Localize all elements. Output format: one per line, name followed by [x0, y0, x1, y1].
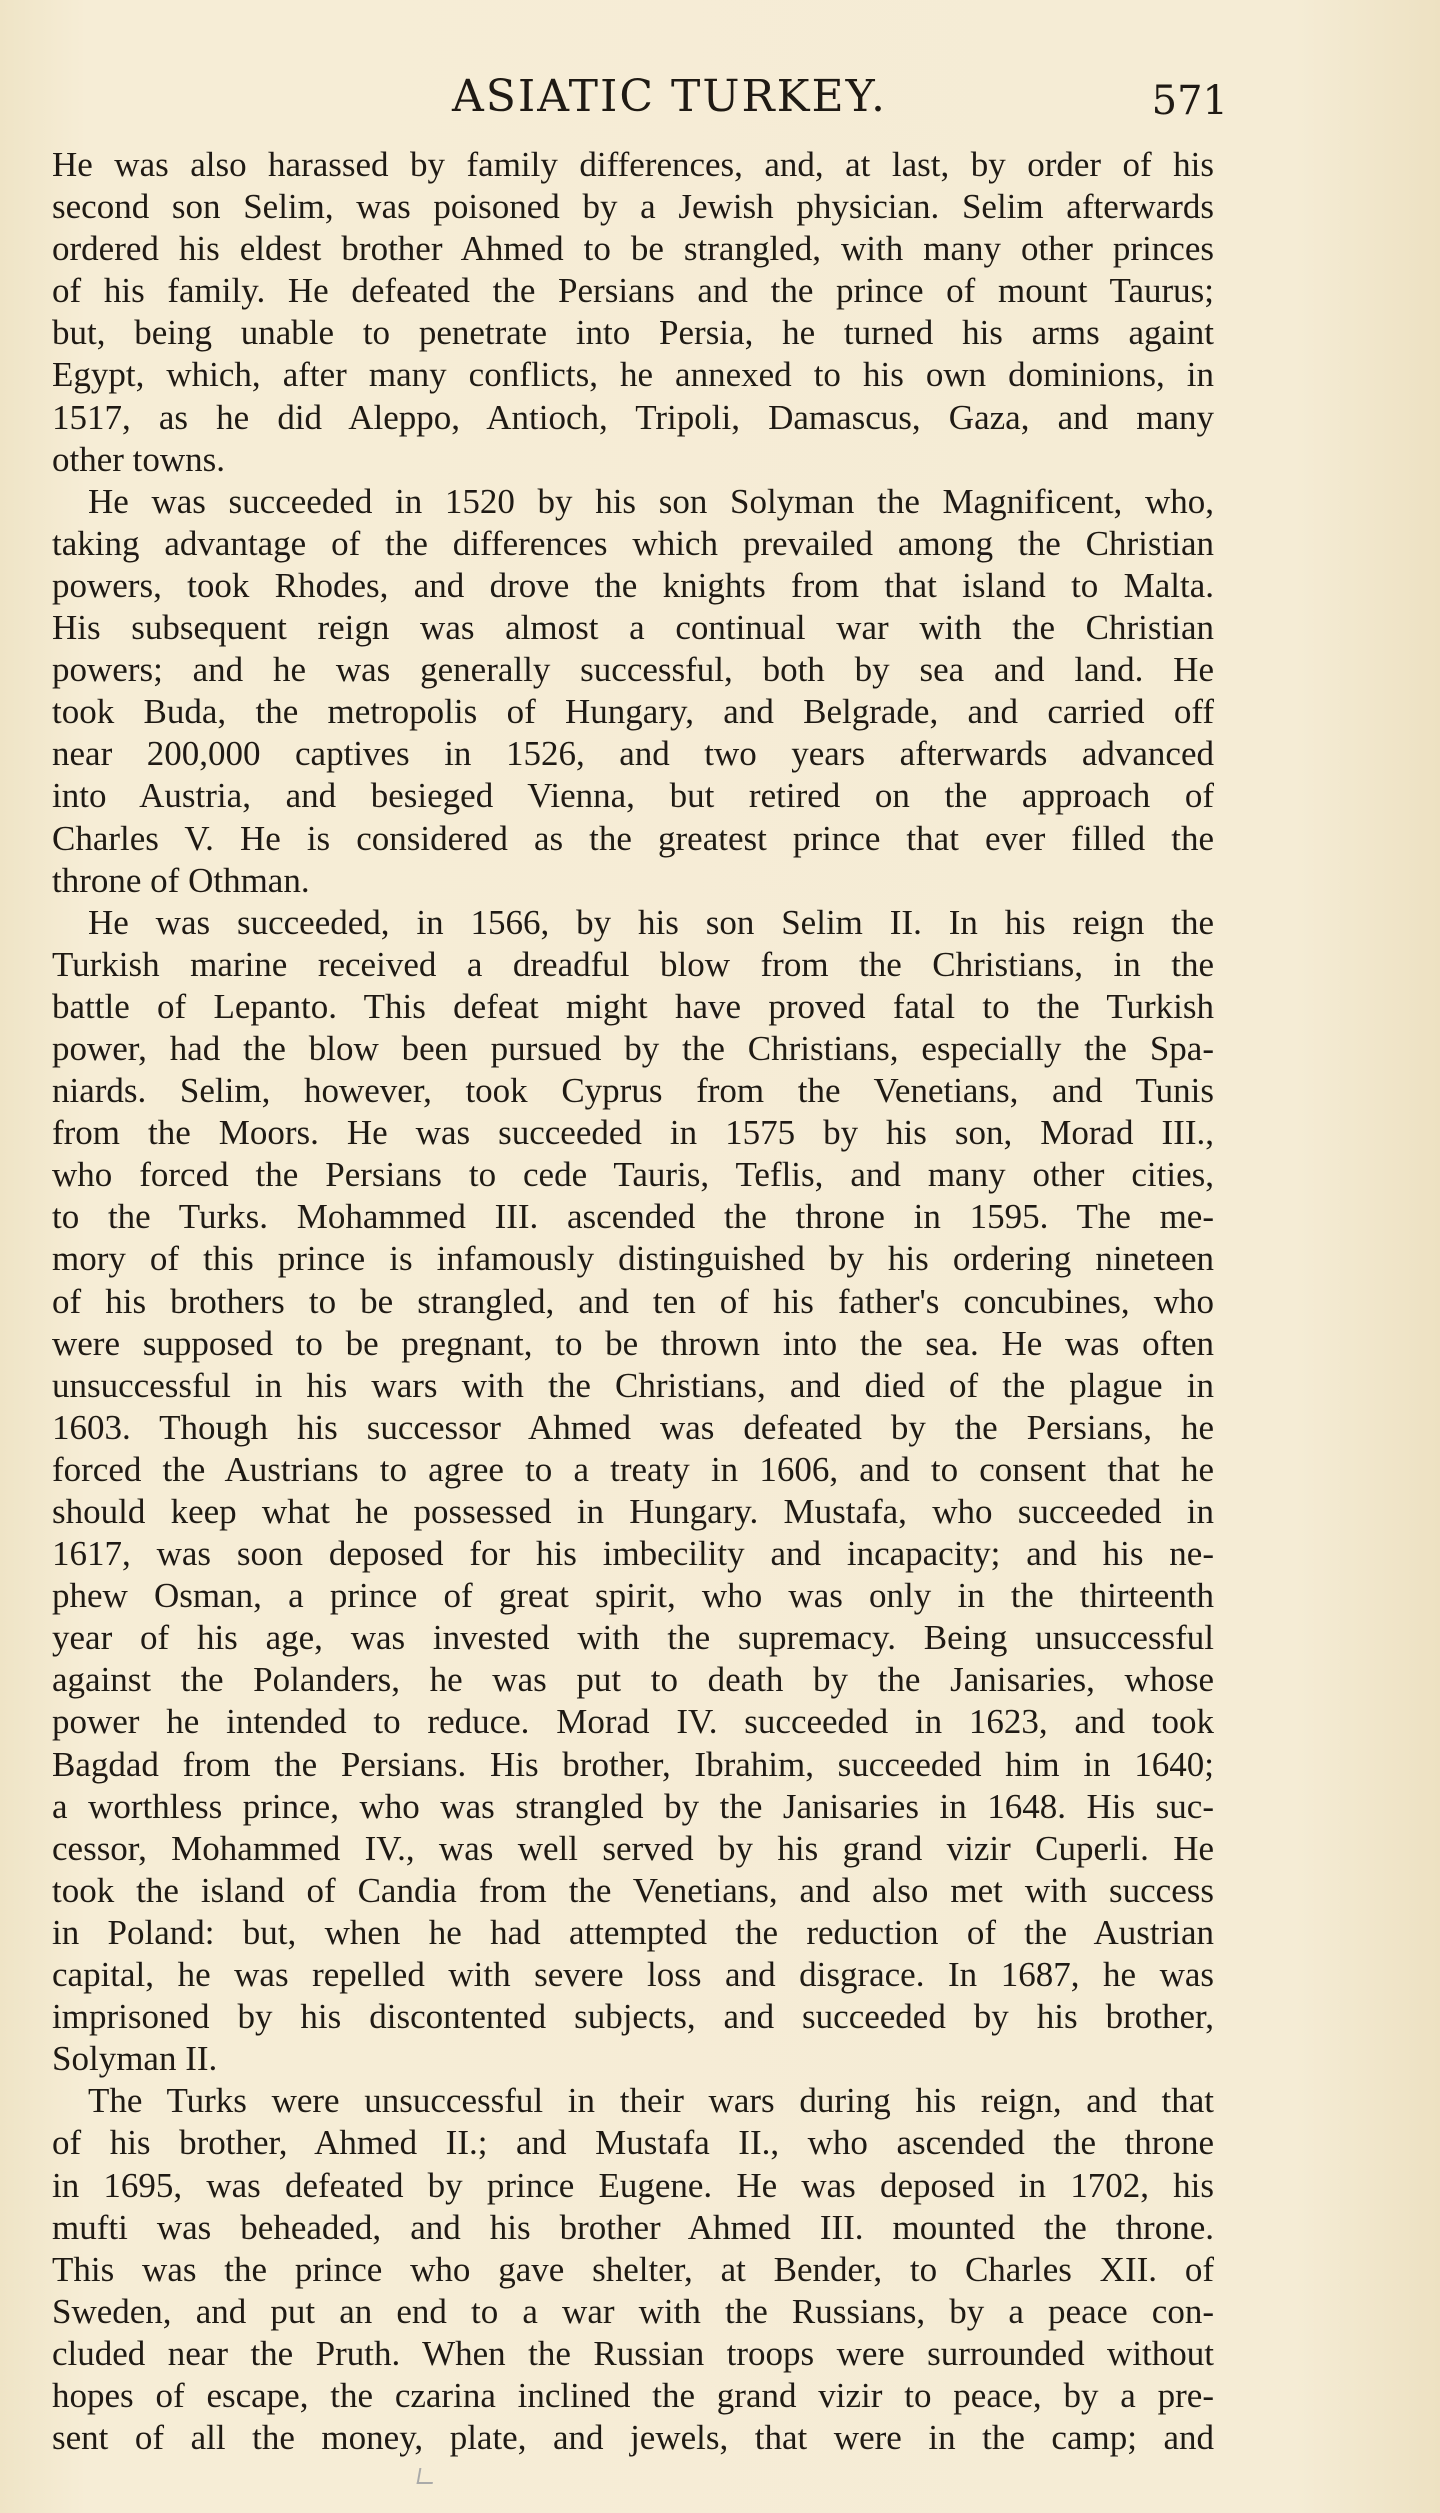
text-line: forced the Austrians to agree to a treaty in 1606, and to consent that he	[52, 1449, 1214, 1489]
text-line: The Turks were unsuccessful in their wars during his reign, and that	[88, 2081, 1214, 2121]
text-line: took the island of Candia from the Venetians, and also met with success	[52, 1870, 1214, 1910]
text-line: capital, he was repelled with severe loss and disgrace. In 1687, he was	[52, 1955, 1214, 1995]
text-line: of his brother, Ahmed II.; and Mustafa II., who ascended the throne	[52, 2123, 1214, 2163]
text-line: This was the prince who gave shelter, at Bender, to Charles XII. of	[52, 2249, 1214, 2289]
text-line: niards. Selim, however, took Cyprus from the Venetians, and Tunis	[52, 1071, 1214, 1111]
text-line: in 1695, was defeated by prince Eugene. He was deposed in 1702, his	[52, 2165, 1214, 2205]
text-line: His subsequent reign was almost a continual war with the Christian	[52, 608, 1214, 648]
text-line: ordered his eldest brother Ahmed to be strangled, with many other princes	[52, 229, 1214, 269]
text-line: who forced the Persians to cede Tauris, Teflis, and many other cities,	[52, 1155, 1214, 1195]
text-line: other towns.	[52, 439, 226, 479]
text-line: from the Moors. He was succeeded in 1575 by his son, Morad III.,	[52, 1113, 1214, 1153]
text-line: powers; and he was generally successful, both by sea and land. He	[52, 650, 1214, 690]
text-line: but, being unable to penetrate into Persia, he turned his arms againt	[52, 313, 1214, 353]
text-line: second son Selim, was poisoned by a Jewish physician. Selim afterwards	[52, 187, 1214, 227]
text-line: He was also harassed by family differences, and, at last, by order of his	[52, 145, 1214, 184]
text-line: imprisoned by his discontented subjects, and succeeded by his brother,	[52, 1997, 1214, 2037]
text-line: Bagdad from the Persians. His brother, Ibrahim, succeeded him in 1640;	[52, 1744, 1214, 1784]
body-text	[52, 144, 1214, 2459]
text-line: Sweden, and put an end to a war with the Russians, by a peace con-	[52, 2291, 1214, 2331]
text-line: Turkish marine received a dreadful blow from the Christians, in the	[52, 944, 1214, 984]
text-line: near 200,000 captives in 1526, and two years afterwards advanced	[52, 734, 1214, 774]
text-line: in Poland: but, when he had attempted the reduction of the Austrian	[52, 1912, 1214, 1952]
text-line: Charles V. He is considered as the greatest prince that ever filled the	[52, 818, 1214, 858]
text-line: were supposed to be pregnant, to be thrown into the sea. He was often	[52, 1323, 1214, 1363]
text-line: cluded near the Pruth. When the Russian troops were surrounded without	[52, 2333, 1214, 2373]
text-line: mory of this prince is infamously distinguished by his ordering nineteen	[52, 1239, 1214, 1279]
text-line: throne of Othman.	[52, 860, 310, 900]
text-line: of his family. He defeated the Persians and the prince of mount Taurus;	[52, 271, 1214, 311]
text-line: sent of all the money, plate, and jewels, that were in the camp; and	[52, 2418, 1214, 2458]
text-line: year of his age, was invested with the supremacy. Being unsuccessful	[52, 1618, 1214, 1658]
text-line: He was succeeded in 1520 by his son Solyman the Magnificent, who,	[88, 481, 1214, 521]
text-line: power, had the blow been pursued by the Christians, especially the Spa-	[52, 1028, 1214, 1068]
text-line: to the Turks. Mohammed III. ascended the throne in 1595. The me-	[52, 1197, 1214, 1237]
text-line: of his brothers to be strangled, and ten of his father's concubines, who	[52, 1281, 1214, 1321]
text-line: Solyman II.	[52, 2039, 218, 2079]
text-line: hopes of escape, the czarina inclined the grand vizir to peace, by a pre-	[52, 2375, 1214, 2415]
text-line: took Buda, the metropolis of Hungary, and Belgrade, and carried off	[52, 692, 1214, 732]
text-line: 1603. Though his successor Ahmed was defeated by the Persians, he	[52, 1407, 1214, 1447]
text-line: power he intended to reduce. Morad IV. succeeded in 1623, and took	[52, 1702, 1214, 1742]
text-line: unsuccessful in his wars with the Christians, and died of the plague in	[52, 1365, 1214, 1405]
text-line: mufti was beheaded, and his brother Ahmed III. mounted the throne.	[52, 2207, 1214, 2247]
page-number: 571	[1151, 78, 1228, 124]
print-mark	[417, 2468, 436, 2484]
text-line: into Austria, and besieged Vienna, but retired on the approach of	[52, 776, 1214, 816]
text-line: battle of Lepanto. This defeat might have proved fatal to the Turkish	[52, 986, 1214, 1026]
text-line: should keep what he possessed in Hungary. Mustafa, who succeeded in	[52, 1492, 1214, 1531]
running-head: ASIATIC TURKEY.	[452, 71, 887, 122]
text-line: 1517, as he did Aleppo, Antioch, Tripoli, Damascus, Gaza, and many	[52, 397, 1214, 437]
page-header	[52, 62, 1228, 132]
text-line: Egypt, which, after many conflicts, he annexed to his own dominions, in	[52, 355, 1214, 395]
text-line: a worthless prince, who was strangled by the Janisaries in 1648. His suc-	[52, 1786, 1214, 1826]
text-line: powers, took Rhodes, and drove the knights from that island to Malta.	[52, 565, 1214, 605]
text-line: He was succeeded, in 1566, by his son Selim II. In his reign the	[88, 902, 1214, 942]
text-line: taking advantage of the differences which prevailed among the Christian	[52, 523, 1214, 563]
text-line: cessor, Mohammed IV., was well served by his grand vizir Cuperli. He	[52, 1828, 1214, 1868]
text-line: 1617, was soon deposed for his imbecility and incapacity; and his ne-	[52, 1534, 1214, 1574]
text-line: phew Osman, a prince of great spirit, who was only in the thirteenth	[52, 1576, 1214, 1616]
text-line: against the Polanders, he was put to death by the Janisaries, whose	[52, 1660, 1214, 1700]
